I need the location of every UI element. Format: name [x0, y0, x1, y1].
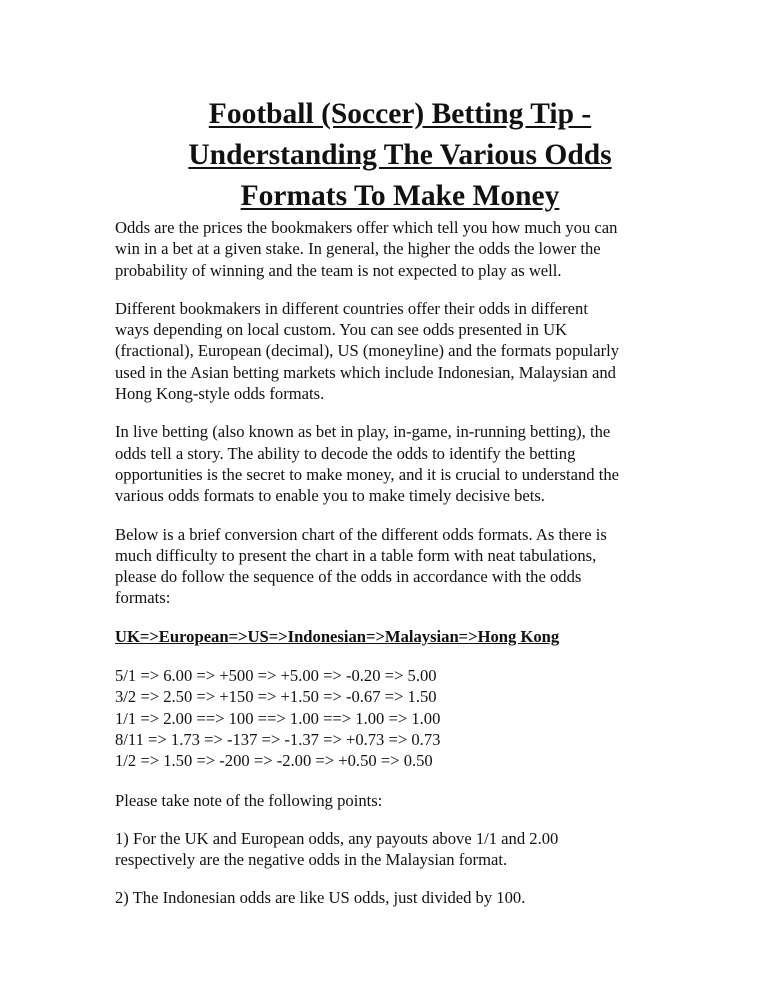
- text-line: opportunities is the secret to make money, and it is crucial to understand the: [115, 464, 619, 484]
- odds-row: 1/2 => 1.50 => -200 => -2.00 => +0.50 => 0.50: [115, 751, 433, 771]
- text-line: please do follow the sequence of the odds in accordance with the odds: [115, 567, 582, 587]
- paragraph-conversion-chart-intro: [115, 524, 660, 609]
- note-point-1: [115, 828, 660, 871]
- text-line: Hong Kong-style odds formats.: [115, 384, 325, 404]
- note-point-2: 2) The Indonesian odds are like US odds, just divided by 100.: [115, 888, 526, 908]
- paragraph-odds-definition: [115, 217, 660, 281]
- odds-row: 1/1 => 2.00 ==> 100 ==> 1.00 ==> 1.00 => 1.00: [115, 708, 441, 728]
- document-title: [150, 94, 650, 217]
- text-line: win in a bet at a given stake. In general, the higher the odds the lower the: [115, 239, 601, 259]
- title-line: Football (Soccer) Betting Tip -: [208, 98, 592, 130]
- text-line: 1) For the UK and European odds, any payouts above 1/1 and 2.00: [115, 828, 559, 848]
- text-line: used in the Asian betting markets which include Indonesian, Malaysian and: [115, 362, 616, 382]
- text-line: ways depending on local custom. You can see odds presented in UK: [115, 320, 568, 340]
- paragraph-live-betting: [115, 421, 660, 506]
- odds-row: 8/11 => 1.73 => -137 => -1.37 => +0.73 => 0.73: [115, 729, 441, 749]
- text-line: Odds are the prices the bookmakers offer which tell you how much you can: [115, 218, 618, 237]
- text-line: odds tell a story. The ability to decode the odds to identify the betting: [115, 443, 576, 463]
- paragraph-odds-formats: [115, 298, 660, 404]
- text-line: (fractional), European (decimal), US (moneyline) and the formats popularly: [115, 341, 620, 361]
- title-line: Understanding The Various Odds: [188, 139, 612, 171]
- text-line: In live betting (also known as bet in play, in-game, in-running betting), the: [115, 422, 611, 442]
- odds-row: 5/1 => 6.00 => +500 => +5.00 => -0.20 => 5.00: [115, 666, 437, 686]
- text-line: Below is a brief conversion chart of the different odds formats. As there is: [115, 524, 607, 544]
- text-line: various odds formats to enable you to make timely decisive bets.: [115, 486, 545, 506]
- text-line: probability of winning and the team is not expected to play as well.: [115, 260, 562, 280]
- odds-row: 3/2 => 2.50 => +150 => +1.50 => -0.67 => 1.50: [115, 687, 437, 707]
- notes-intro: Please take note of the following points:: [115, 790, 383, 810]
- text-line: Different bookmakers in different countries offer their odds in different: [115, 298, 588, 318]
- text-line: formats:: [115, 588, 171, 608]
- document-body: [115, 217, 660, 926]
- text-line: much difficulty to present the chart in a table form with neat tabulations,: [115, 545, 597, 565]
- odds-conversion-list: [115, 665, 660, 771]
- text-line: respectively are the negative odds in the Malaysian format.: [115, 850, 508, 870]
- title-line: Formats To Make Money: [240, 180, 560, 212]
- format-sequence-heading: UK=>European=>US=>Indonesian=>Malaysian=>Hong Kong: [115, 626, 560, 646]
